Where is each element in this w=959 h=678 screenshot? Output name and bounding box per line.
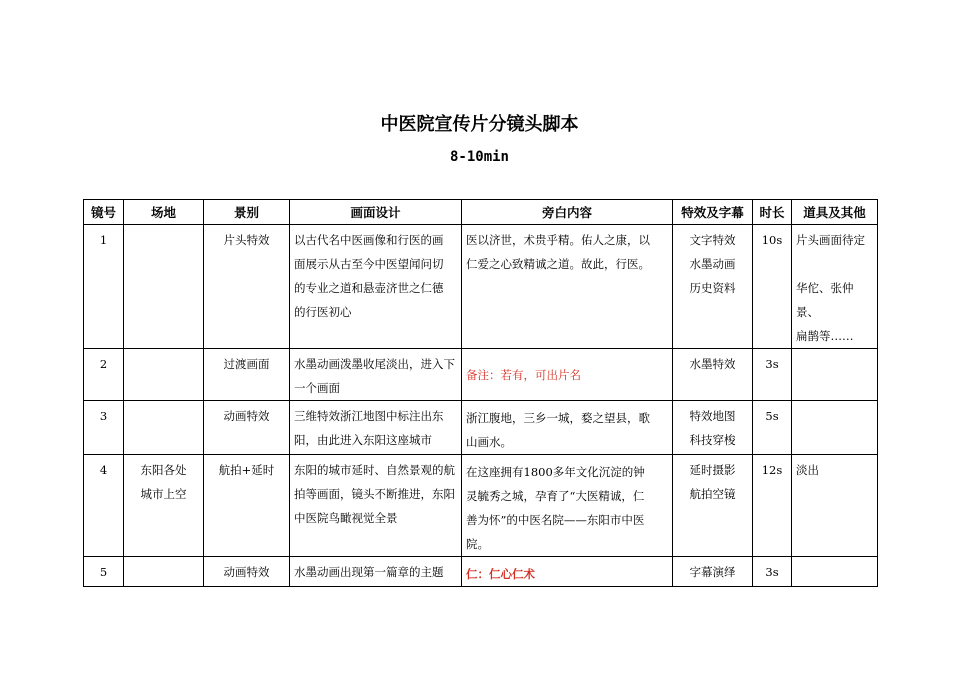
header-shot-number: 镜号: [84, 200, 124, 225]
cell-location: [124, 401, 204, 455]
cell-props: [792, 401, 878, 455]
cell-location: [124, 557, 204, 587]
props-note: 华佗、张仲景、 扁鹊等……: [796, 281, 854, 343]
cell-duration: 3s: [753, 557, 792, 587]
props-spacer: [796, 252, 873, 276]
cell-duration: 5s: [753, 401, 792, 455]
cell-shot-number: 1: [84, 225, 124, 349]
cell-shot-number: 5: [84, 557, 124, 587]
cell-shot-number: 3: [84, 401, 124, 455]
cell-shot-type: 片头特效: [204, 225, 290, 349]
cell-visual-design: 水墨动画泼墨收尾淡出，进入下 一个画面: [290, 349, 462, 401]
cell-duration: 10s: [753, 225, 792, 349]
cell-props: [792, 557, 878, 587]
header-effects-subtitles: 特效及字幕: [673, 200, 753, 225]
cell-props: [792, 225, 878, 349]
cell-shot-type: 动画特效: [204, 401, 290, 455]
header-props-other: 道具及其他: [792, 200, 878, 225]
cell-props: [792, 349, 878, 401]
header-visual-design: 画面设计: [290, 200, 462, 225]
cell-props: 淡出: [792, 455, 878, 557]
header-narration: 旁白内容: [462, 200, 673, 225]
cell-shot-type: 过渡画面: [204, 349, 290, 401]
cell-effects: 特效地图 科技穿梭: [673, 401, 753, 455]
cell-narration: 医以济世，术贵乎精。佑人之康，以 仁爱之心致精诚之道。故此，行医。: [462, 225, 673, 349]
cell-narration: 浙江腹地，三乡一城，婺之望县，歌 山画水。: [462, 401, 673, 455]
cell-visual-design: 东阳的城市延时、自然景观的航 拍等画面，镜头不断推进，东阳 中医院鸟瞰视觉全景: [290, 455, 462, 557]
cell-visual-design: 以古代名中医画像和行医的画 面展示从古至今中医望闻问切 的专业之道和悬壶济世之仁德 的行医初心: [290, 225, 462, 349]
cell-visual-design: 水墨动画出现第一篇章的主题: [290, 557, 462, 587]
cell-narration: 备注：若有，可出片名: [462, 349, 673, 401]
cell-narration: 在这座拥有1800多年文化沉淀的钟 灵毓秀之城，孕育了“大医精诚，仁 善为怀”的中医名院——东阳市中医 院。: [462, 455, 673, 557]
table-row: [84, 557, 878, 587]
cell-shot-number: 4: [84, 455, 124, 557]
cell-location: 东阳各处 城市上空: [124, 455, 204, 557]
header-shot-type: 景别: [204, 200, 290, 225]
cell-location: [124, 225, 204, 349]
document-subtitle: 8-10min: [449, 149, 509, 165]
cell-duration: 12s: [753, 455, 792, 557]
storyboard-table: [83, 199, 878, 587]
cell-shot-type: 动画特效: [204, 557, 290, 587]
cell-effects: 文字特效 水墨动画 历史资料: [673, 225, 753, 349]
cell-duration: 3s: [753, 349, 792, 401]
table-row: [84, 455, 878, 557]
cell-shot-type: 航拍+延时: [204, 455, 290, 557]
table-row: [84, 401, 878, 455]
table-row: [84, 225, 878, 349]
cell-effects: 字幕演绎: [673, 557, 753, 587]
table-header-row: [84, 200, 878, 225]
cell-location: [124, 349, 204, 401]
cell-effects: 延时摄影 航拍空镜: [673, 455, 753, 557]
cell-shot-number: 2: [84, 349, 124, 401]
header-location: 场地: [124, 200, 204, 225]
document-title: 中医院宣传片分镜头脚本: [380, 114, 579, 135]
props-note: 片头画面待定: [796, 233, 865, 247]
table-row: [84, 349, 878, 401]
header-duration: 时长: [753, 200, 792, 225]
cell-narration: 仁：仁心仁术: [462, 557, 673, 587]
cell-visual-design: 三维特效浙江地图中标注出东 阳，由此进入东阳这座城市: [290, 401, 462, 455]
cell-effects: 水墨特效: [673, 349, 753, 401]
